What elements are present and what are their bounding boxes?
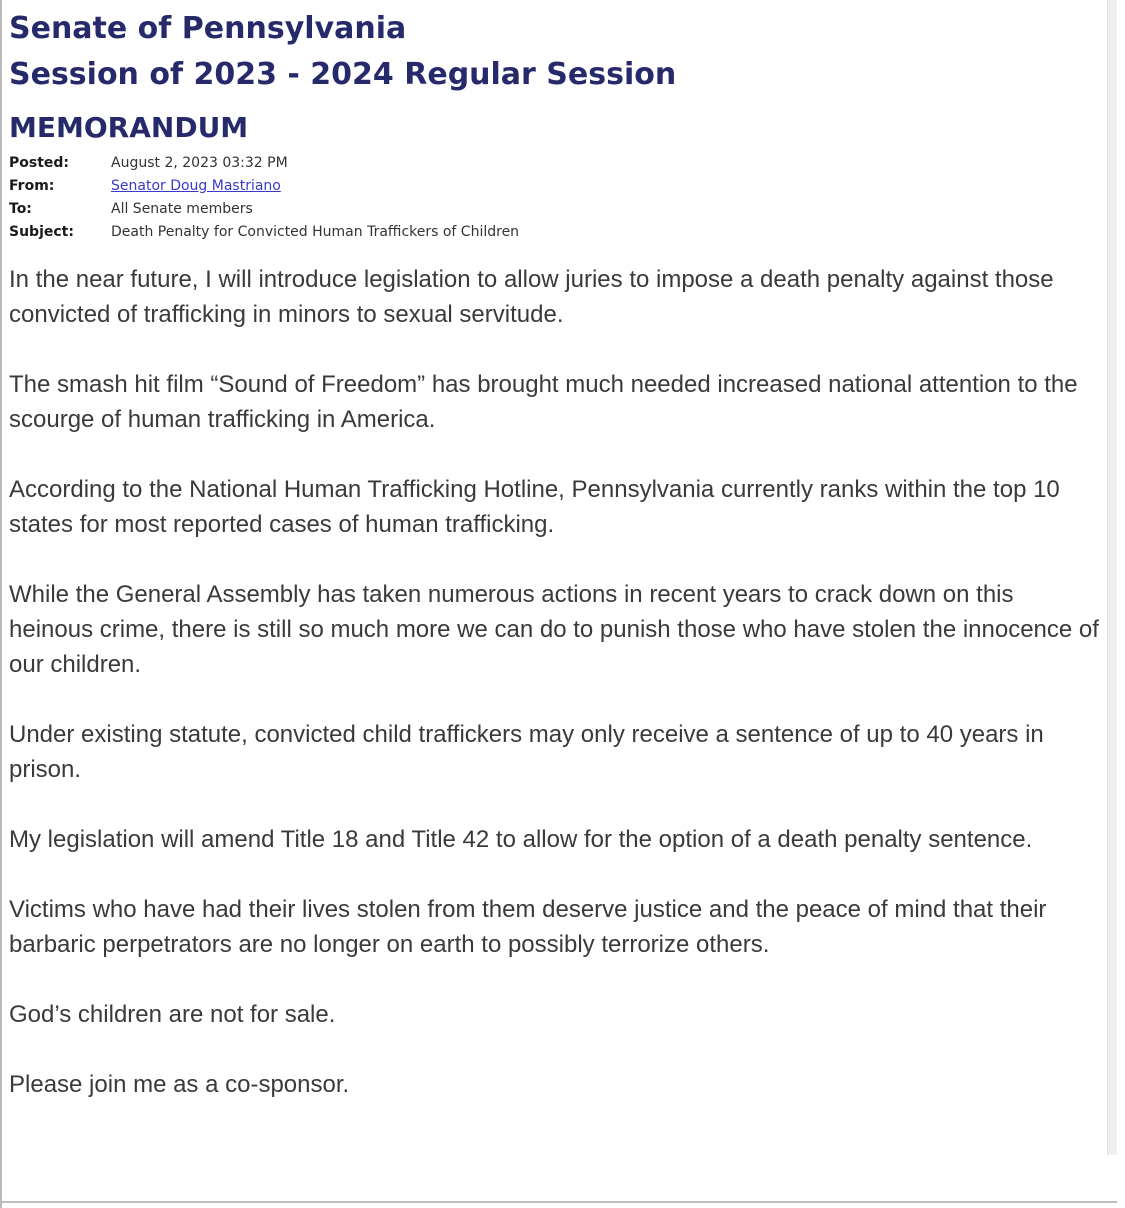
vertical-scrollbar[interactable] <box>1107 0 1117 1155</box>
body-paragraph: Under existing statute, convicted child traffickers may only receive a sentence of up to 40 years in prison. <box>9 721 1044 783</box>
body-paragraph: While the General Assembly has taken numerous actions in recent years to crack down on this heinous crime, there is still so much more we can do to punish those who have stolen the innocence of our children. <box>9 581 1099 678</box>
session-title: Session of 2023 - 2024 Regular Session <box>9 57 677 92</box>
subject-value: Death Penalty for Convicted Human Traffickers of Children <box>111 224 520 240</box>
bottom-divider <box>0 1201 1117 1203</box>
memorandum-heading: MEMORANDUM <box>9 111 249 144</box>
posted-row <box>9 152 1104 175</box>
memo-document <box>9 0 1104 1137</box>
body-paragraph: According to the National Human Trafficking Hotline, Pennsylvania currently ranks within the top 10 states for most reported cases of human trafficking. <box>9 476 1060 538</box>
subject-row <box>9 221 1104 244</box>
subject-label: Subject: <box>9 224 74 240</box>
to-label: To: <box>9 201 32 217</box>
body-paragraph: Victims who have had their lives stolen from them deserve justice and the peace of mind that their barbaric perpetrators are no longer on earth to possibly terrorize others. <box>9 896 1047 958</box>
body-paragraph: My legislation will amend Title 18 and Title 42 to allow for the option of a death penalty sentence. <box>9 826 1033 853</box>
from-label: From: <box>9 178 55 194</box>
page-left-border <box>0 0 2 1208</box>
from-row <box>9 175 1104 198</box>
body-paragraph: God’s children are not for sale. <box>9 1001 336 1028</box>
posted-label: Posted: <box>9 155 70 171</box>
memo-body <box>9 262 1104 1102</box>
body-paragraph: The smash hit film “Sound of Freedom” has brought much needed increased national attention to the scourge of human trafficking in America. <box>9 371 1078 433</box>
to-row <box>9 198 1104 221</box>
posted-value: August 2, 2023 03:32 PM <box>111 155 288 171</box>
senate-title: Senate of Pennsylvania <box>9 11 407 46</box>
body-paragraph: Please join me as a co-sponsor. <box>9 1071 350 1098</box>
body-paragraph: In the near future, I will introduce legislation to allow juries to impose a death penalty against those convicted of trafficking in minors to sexual servitude. <box>9 266 1054 328</box>
memo-metadata <box>9 152 1104 244</box>
to-value: All Senate members <box>111 201 253 217</box>
sender-link[interactable]: Senator Doug Mastriano <box>111 178 281 194</box>
